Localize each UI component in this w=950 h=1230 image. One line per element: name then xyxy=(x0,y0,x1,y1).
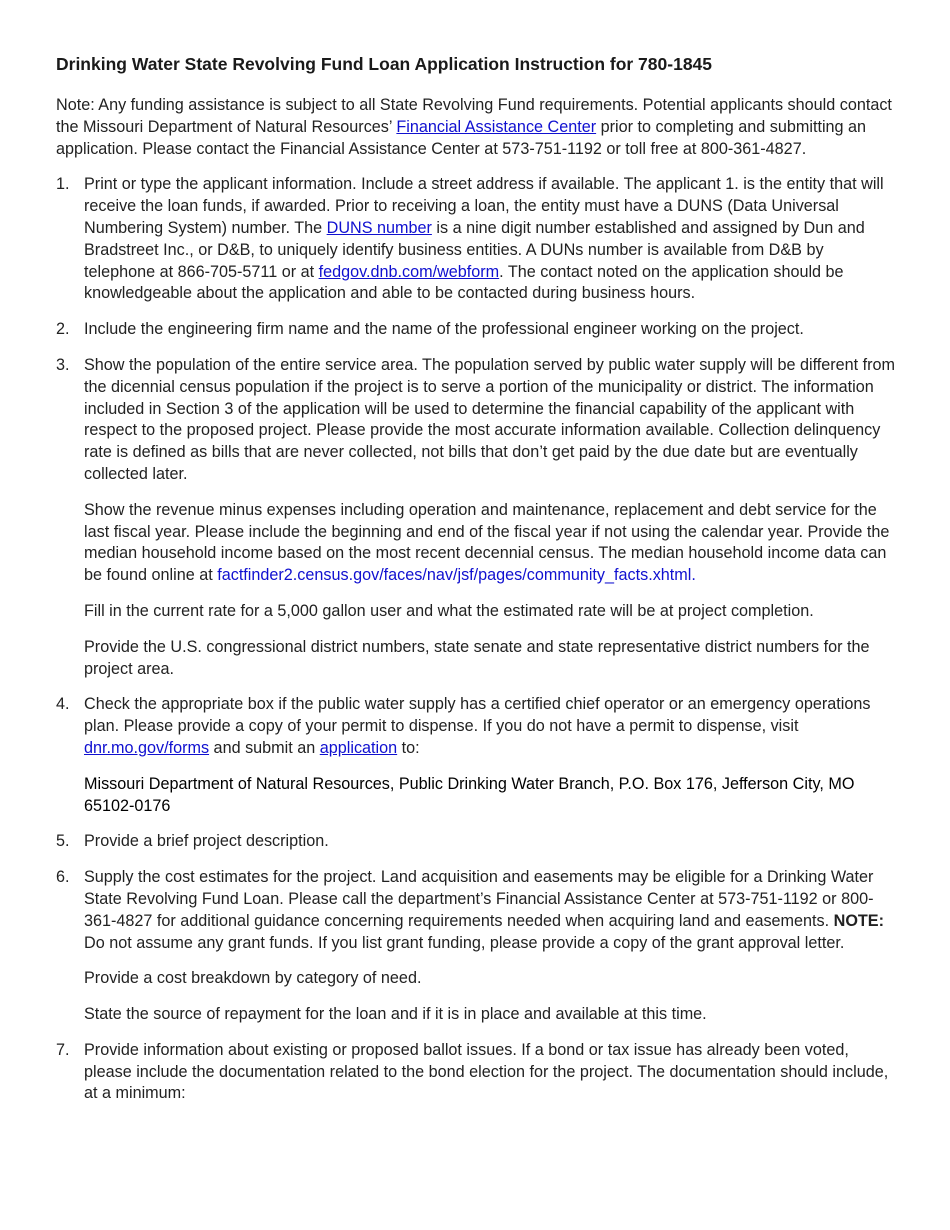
instruction-item-7 xyxy=(56,1040,898,1105)
item-number: 2. xyxy=(56,320,70,339)
item-text: Provide information about existing or proposed ballot issues. If a bond or tax issue has already been voted, please include the documentation related to the bond election for the project. The documentation should include, at a minimum: xyxy=(84,1040,889,1103)
note-text-2: prior to completing and submitting an application. Please contact the Financial Assistance Center at 573-751-1192 or toll free at 800-361-4827. xyxy=(56,117,867,158)
item-text-part: Do not assume any grant funds. If you list grant funding, please provide a copy of the grant approval letter. xyxy=(84,933,845,952)
mailing-address: Missouri Department of Natural Resources, Public Drinking Water Branch, P.O. Box 176, Jefferson City, MO 65102-0176 xyxy=(84,774,855,815)
item-text-part: is a nine digit number established and assigned by Dun and Bradstreet Inc., or D&B, to uniquely identify business entities. A DUNs number is available from D&B by telephone at 866-705-5711 or at xyxy=(84,218,865,281)
intro-note xyxy=(56,95,898,160)
instruction-item-1 xyxy=(56,174,898,305)
item-number: 6. xyxy=(56,868,70,887)
item-subparagraph xyxy=(84,500,898,587)
item-text xyxy=(84,174,898,305)
item-number: 1. xyxy=(56,175,70,194)
financial-assistance-center-link[interactable]: Financial Assistance Center xyxy=(396,117,597,136)
item-text xyxy=(84,694,898,759)
document-page xyxy=(56,52,898,1119)
instruction-item-6 xyxy=(56,867,898,1026)
note-label: NOTE: xyxy=(833,911,884,930)
instruction-item-2 xyxy=(56,319,898,341)
item-text-part: Supply the cost estimates for the project. Land acquisition and easements may be eligible for a Drinking Water State Revolving Fund Loan. Please call the department’s Financial Assistance Center at 573-751-1192 or 800-361-4827 for additional guidance concerning requirements needed when acquiring land and easements. xyxy=(84,868,874,930)
item-number: 4. xyxy=(56,695,70,714)
item-subparagraph: Provide a cost breakdown by category of need. xyxy=(84,969,422,988)
item-text: Include the engineering firm name and the name of the professional engineer working on the project. xyxy=(84,320,804,339)
item-text-part: to: xyxy=(397,738,420,757)
item-text: Show the population of the entire service area. The population served by public water supply will be different from the dicennial census population if the project is to serve a portion of the municipality or district. The information included in Section 3 of the application will be used to determine the financial capability of the applicant with respect to the proposed project. Please provide the most accurate information available. Collection delinquency rate is defined as bills that are never collected, not bills that don’t get paid by the due date but are eventually collected later. xyxy=(84,355,896,483)
instruction-item-4 xyxy=(56,694,898,817)
application-link[interactable]: application xyxy=(319,738,398,757)
item-text: Provide a brief project description. xyxy=(84,832,329,851)
item-text-part: Print or type the applicant information. Include a street address if available. The applicant 1. is the entity that will receive the loan funds, if awarded. Prior to receiving a loan, the entity must have a DUNS (Data Universal Numbering System) number. The xyxy=(84,175,884,237)
note-text-1: Note: Any funding assistance is subject to all State Revolving Fund requirements. Potential applicants should contact the Missouri Department of Natural Resources’ xyxy=(56,96,892,136)
item-number: 5. xyxy=(56,832,70,851)
item-subparagraph: Provide the U.S. congressional district numbers, state senate and state representative district numbers for the project area. xyxy=(84,637,870,678)
instruction-item-3 xyxy=(56,355,898,680)
dnr-forms-link[interactable]: dnr.mo.gov/forms xyxy=(84,738,210,757)
item-text xyxy=(84,867,898,954)
item-number: 3. xyxy=(56,355,70,374)
item-subparagraph: State the source of repayment for the loan and if it is in place and available at this time. xyxy=(84,1005,707,1024)
item-text-part: and submit an xyxy=(209,738,320,757)
item-text-part: Check the appropriate box if the public water supply has a certified chief operator or an emergency operations plan. Please provide a copy of your permit to dispense. If you do not have a permit to dispense, visit xyxy=(84,695,871,736)
census-factfinder-url[interactable]: factfinder2.census.gov/faces/nav/jsf/pages/community_facts.xhtml. xyxy=(217,566,696,585)
instruction-list xyxy=(56,174,898,1105)
page-title: Drinking Water State Revolving Fund Loan Application Instruction for 780-1845 xyxy=(56,54,713,74)
item-text-part: . The contact noted on the application should be knowledgeable about the application and able to be contacted during business hours. xyxy=(84,262,844,303)
item-text-part: Show the revenue minus expenses including operation and maintenance, replacement and debt service for the last fiscal year. Please include the beginning and end of the fiscal year if not using the calendar year. Provide the median household income based on the most recent decennial census. The median household income data can be found online at xyxy=(84,500,890,585)
item-number: 7. xyxy=(56,1040,70,1059)
instruction-item-5 xyxy=(56,831,898,853)
duns-number-link[interactable]: DUNS number xyxy=(326,218,432,237)
dnb-webform-link[interactable]: fedgov.dnb.com/webform xyxy=(318,262,500,281)
item-subparagraph: Fill in the current rate for a 5,000 gallon user and what the estimated rate will be at project completion. xyxy=(84,601,814,620)
